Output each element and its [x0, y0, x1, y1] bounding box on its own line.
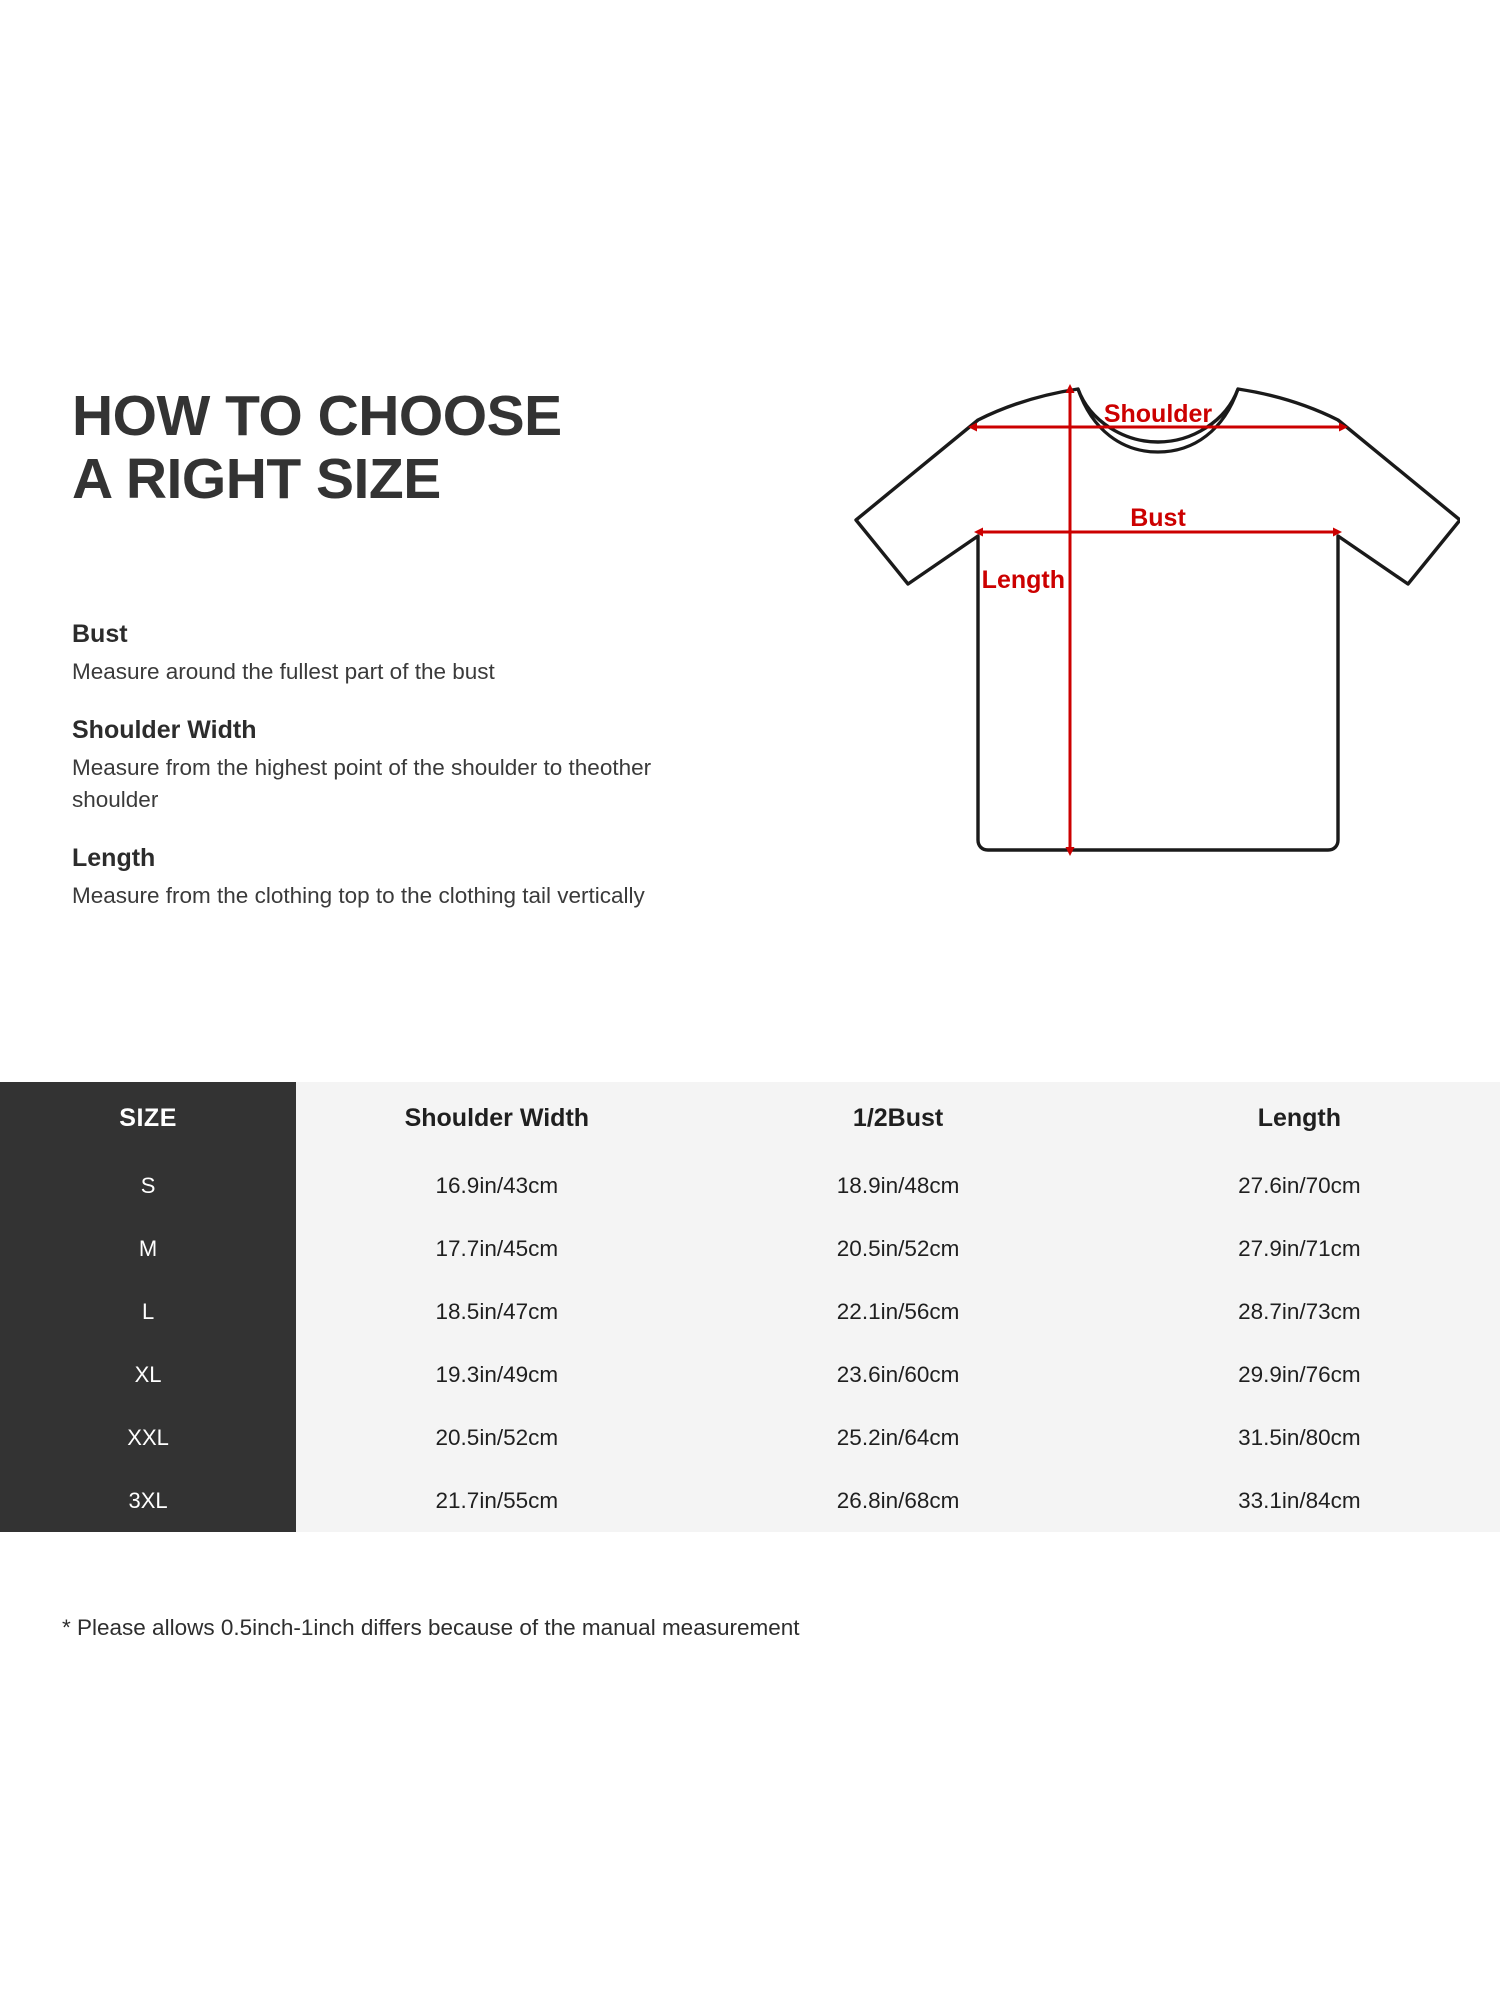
tshirt-outline [856, 389, 1460, 850]
cell-shoulder: 19.3in/49cm [296, 1343, 697, 1406]
cell-size: L [0, 1280, 296, 1343]
cell-length: 33.1in/84cm [1099, 1469, 1500, 1532]
cell-bust: 25.2in/64cm [697, 1406, 1098, 1469]
page-title [72, 385, 692, 511]
cell-size: M [0, 1217, 296, 1280]
table-row [0, 1280, 1500, 1343]
cell-length: 31.5in/80cm [1099, 1406, 1500, 1469]
measurement-definitions [72, 620, 672, 912]
table-row [0, 1154, 1500, 1217]
table-header-half-bust: 1/2Bust [697, 1082, 1098, 1154]
definition-text-shoulder-width: Measure from the highest point of the shoulder to theother shoulder [72, 755, 652, 812]
page-title-line-2: A RIGHT SIZE [72, 447, 441, 511]
cell-length: 27.9in/71cm [1099, 1217, 1500, 1280]
definition-text-bust: Measure around the fullest part of the bust [72, 659, 495, 684]
bust-label: Bust [1130, 504, 1186, 532]
cell-size: XXL [0, 1406, 296, 1469]
table-header-shoulder-width: Shoulder Width [296, 1082, 697, 1154]
cell-size: 3XL [0, 1469, 296, 1532]
cell-shoulder: 17.7in/45cm [296, 1217, 697, 1280]
definition-term-bust: Bust [72, 620, 128, 648]
cell-shoulder: 21.7in/55cm [296, 1469, 697, 1532]
cell-shoulder: 16.9in/43cm [296, 1154, 697, 1217]
cell-shoulder: 18.5in/47cm [296, 1280, 697, 1343]
cell-size: S [0, 1154, 296, 1217]
shoulder-label: Shoulder [1103, 400, 1213, 428]
size-table [0, 1082, 1500, 1532]
cell-shoulder: 20.5in/52cm [296, 1406, 697, 1469]
size-table-container [0, 1082, 1500, 1532]
table-row [0, 1343, 1500, 1406]
table-row [0, 1406, 1500, 1469]
tshirt-diagram [760, 370, 1460, 1020]
definition-text-length: Measure from the clothing top to the clothing tail vertically [72, 883, 645, 908]
table-header-row [0, 1082, 1500, 1154]
table-row [0, 1217, 1500, 1280]
length-label: Length [981, 566, 1065, 594]
definition-term-shoulder-width: Shoulder Width [72, 716, 257, 744]
cell-length: 28.7in/73cm [1099, 1280, 1500, 1343]
page-title-line-1: HOW TO CHOOSE [72, 384, 562, 448]
table-header-length: Length [1099, 1082, 1500, 1154]
cell-bust: 22.1in/56cm [697, 1280, 1098, 1343]
cell-bust: 26.8in/68cm [697, 1469, 1098, 1532]
cell-length: 27.6in/70cm [1099, 1154, 1500, 1217]
cell-bust: 23.6in/60cm [697, 1343, 1098, 1406]
table-header-size: SIZE [0, 1082, 296, 1154]
definition-term-length: Length [72, 844, 156, 872]
table-row [0, 1469, 1500, 1532]
cell-length: 29.9in/76cm [1099, 1343, 1500, 1406]
cell-bust: 20.5in/52cm [697, 1217, 1098, 1280]
cell-size: XL [0, 1343, 296, 1406]
cell-bust: 18.9in/48cm [697, 1154, 1098, 1217]
measurement-footnote: * Please allows 0.5inch-1inch differs because of the manual measurement [62, 1615, 800, 1640]
